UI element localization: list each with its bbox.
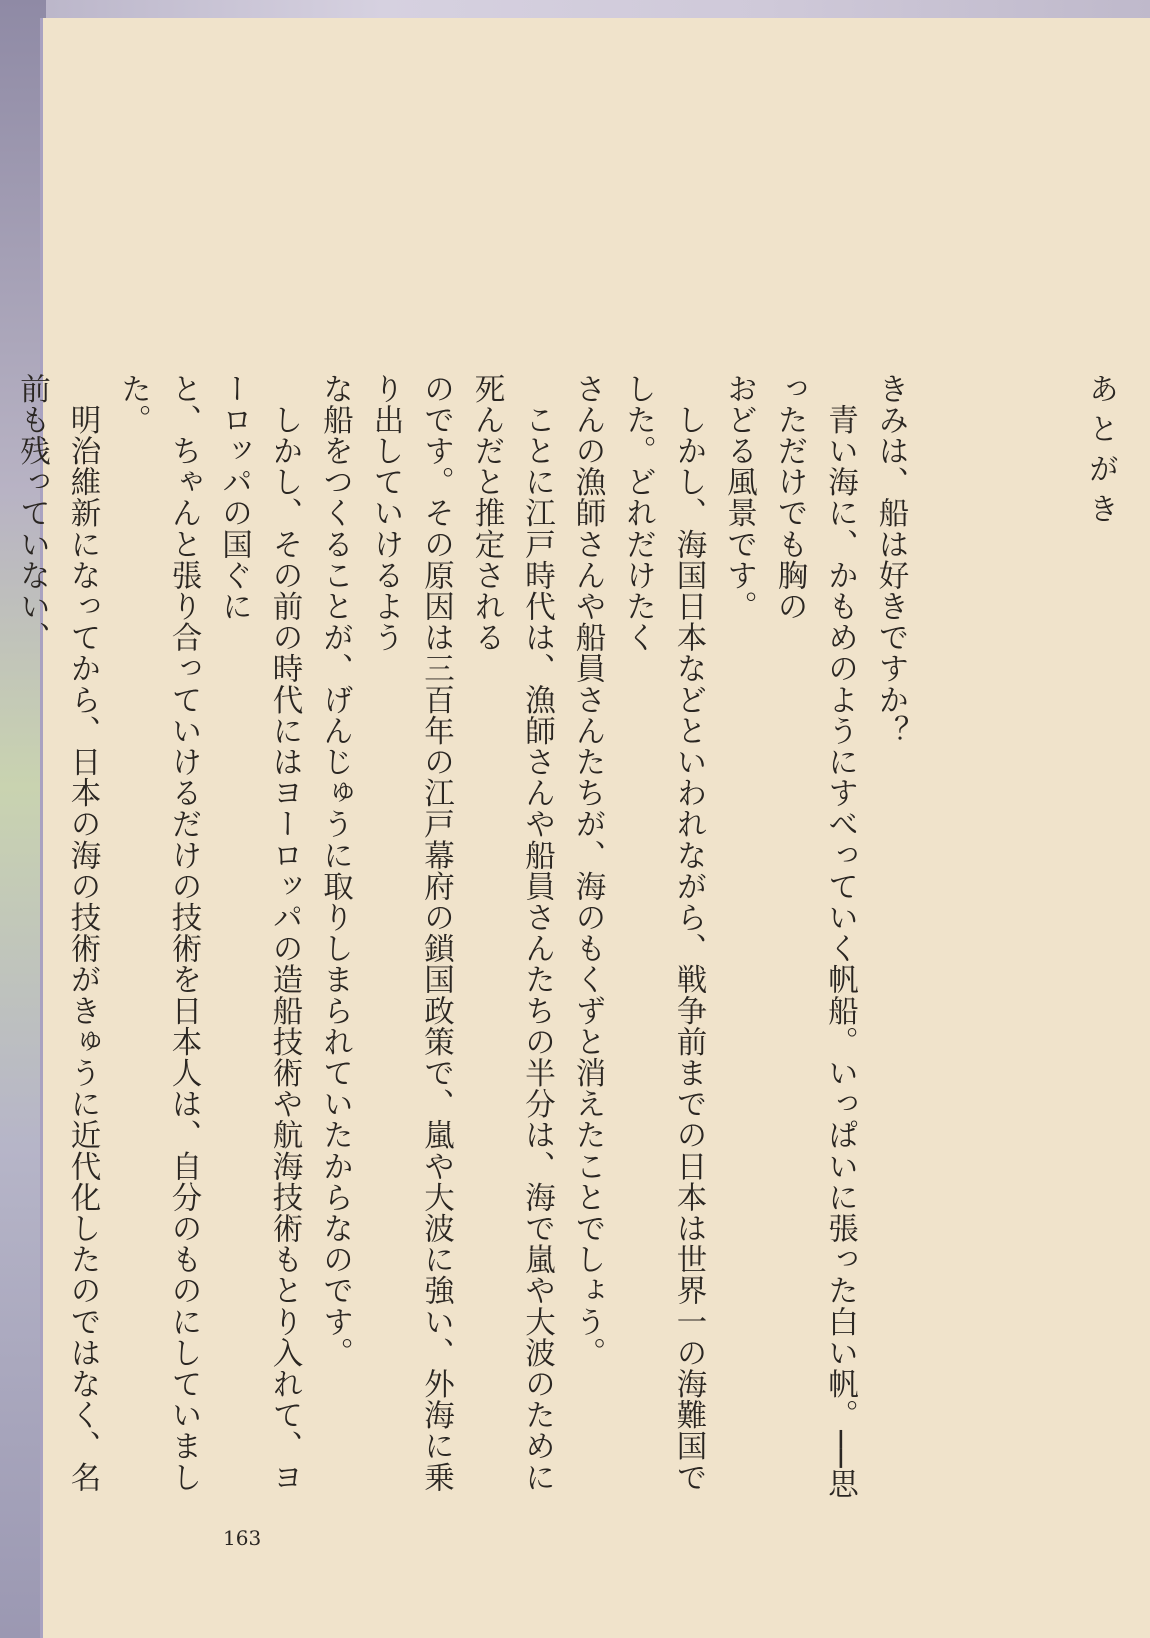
text-column: しかし、その前の時代にはヨーロッパの造船技術や航海技術もとり入れて、ヨーロッパの国ぐに <box>216 373 302 1493</box>
page-number: 163 <box>223 1526 262 1550</box>
text-column <box>0 373 6 1503</box>
text-column: のです。その原因は三百年の江戸幕府の鎖国政策で、嵐や大波に強い、外海に乗り出していけるよう <box>368 373 454 1493</box>
text-column: きみは、船は好きですか？ <box>873 373 908 747</box>
text-column: と、ちゃんと張り合っていけるだけの技術を日本人は、自分のものにしていました。 <box>115 373 201 1493</box>
text-column: 明治維新になってから、日本の海の技術がきゅうに近代化したのではなく、名前も残っていない、 <box>14 373 100 1493</box>
page-heading: あとがき <box>1083 373 1118 533</box>
text-column: しかし、海国日本などといわれながら、戦争前までの日本は世界一の海難国でした。どれだけたく <box>620 373 706 1493</box>
text-column: 青い海に、かもめのようにすべっていく帆船。いっぱいに張った白い帆。──思っただけでも胸の <box>772 373 858 1500</box>
body-text <box>0 373 915 1503</box>
book-top-edge <box>0 0 1150 20</box>
text-column: おどる風景です。 <box>721 373 757 622</box>
text-column: さんの漁師さんや船員さんたちが、海のもくずと消えたことでしょう。 <box>570 373 605 1369</box>
text-column: ことに江戸時代は、漁師さんや船員さんたちの半分は、海で嵐や大波のために死んだと推定される <box>469 373 555 1493</box>
book-page <box>14 18 1150 1638</box>
text-column: な船をつくることが、げんじゅうに取りしまられていたからなのです。 <box>317 373 353 1369</box>
